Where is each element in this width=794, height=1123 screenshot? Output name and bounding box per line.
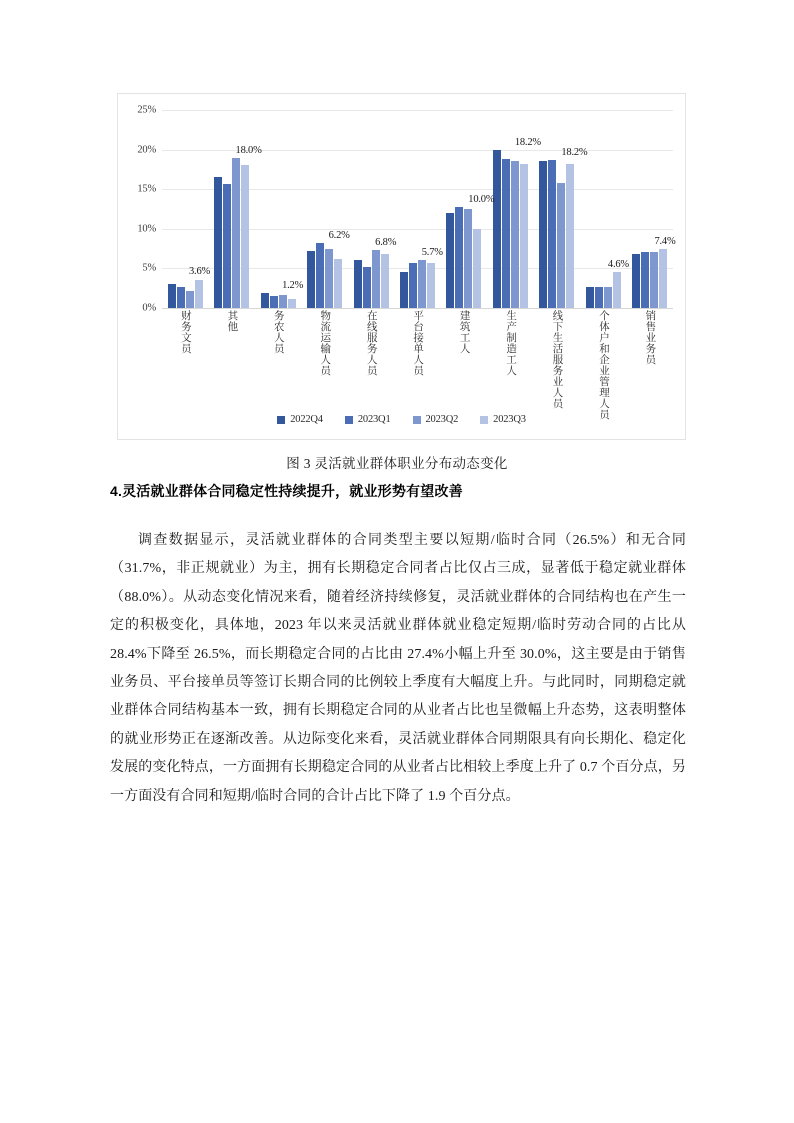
x-axis-tick-label: 务农人员 xyxy=(272,310,284,354)
gridline xyxy=(162,308,673,309)
bar-2023Q1 xyxy=(641,252,649,308)
bar-group xyxy=(162,110,211,308)
legend-swatch-icon xyxy=(413,416,421,424)
bar-2023Q2 xyxy=(511,161,519,308)
x-axis-tick xyxy=(534,310,580,420)
data-label: 1.2% xyxy=(282,279,304,291)
data-label: 3.6% xyxy=(188,266,211,278)
bar-2023Q3 xyxy=(241,165,249,308)
data-label: 18.2% xyxy=(561,146,588,158)
x-axis-tick-label: 物流运输人员 xyxy=(319,310,331,376)
x-axis-tick-label: 生产制造工人 xyxy=(505,310,517,376)
bar-2023Q2 xyxy=(372,250,380,308)
bar-2023Q2 xyxy=(418,260,426,308)
bar-2023Q2 xyxy=(464,209,472,308)
x-axis-tick xyxy=(208,310,254,420)
bar-2023Q3 xyxy=(613,272,621,308)
bar-group xyxy=(394,110,440,308)
legend-item[interactable] xyxy=(277,414,323,425)
bar-group xyxy=(208,110,254,308)
bar-2022Q4 xyxy=(168,284,176,308)
bar-2023Q3 xyxy=(427,263,435,308)
bar-group xyxy=(255,110,304,308)
bar-2022Q4 xyxy=(307,251,315,308)
bar-2022Q4 xyxy=(539,161,547,308)
x-axis-tick-label: 销售业务员 xyxy=(644,310,656,365)
bar-2023Q2 xyxy=(232,158,240,308)
bar-2023Q2 xyxy=(650,252,658,308)
x-axis-tick xyxy=(394,310,440,420)
plot-area xyxy=(162,110,676,308)
grouped-bar-chart xyxy=(118,94,685,439)
x-axis-tick xyxy=(627,310,673,420)
y-axis-tick: 15% xyxy=(137,183,156,195)
x-axis-tick xyxy=(441,310,487,420)
data-label: 5.7% xyxy=(421,247,443,259)
bar-2022Q4 xyxy=(632,254,640,308)
section-heading: 4.灵活就业群体合同稳定性持续提升，就业形势有望改善 xyxy=(110,483,463,499)
bar-2023Q1 xyxy=(502,159,510,308)
x-axis-tick xyxy=(487,310,533,420)
bar-2023Q2 xyxy=(279,295,287,308)
bar-2023Q1 xyxy=(548,160,556,308)
bar-2023Q3 xyxy=(334,259,342,308)
data-label: 7.4% xyxy=(654,236,676,248)
bar-2022Q4 xyxy=(400,272,408,308)
data-label: 4.6% xyxy=(607,258,629,270)
bar-2023Q3 xyxy=(520,164,528,308)
data-label: 6.2% xyxy=(328,230,350,242)
x-axis-tick-label: 线下生活服务业人员 xyxy=(551,310,563,409)
bar-2023Q2 xyxy=(186,291,194,308)
bar-2023Q1 xyxy=(316,243,324,308)
x-axis-tick-label: 财务文员 xyxy=(179,310,191,354)
x-axis-tick-label: 其他 xyxy=(226,310,238,332)
bar-2022Q4 xyxy=(214,177,222,308)
x-axis-tick xyxy=(348,310,394,420)
legend-label: 2023Q2 xyxy=(425,414,459,425)
legend-item[interactable] xyxy=(345,414,391,425)
bar-2023Q1 xyxy=(363,267,371,308)
bar-2022Q4 xyxy=(586,287,594,308)
bar-2023Q1 xyxy=(595,287,603,308)
legend-item[interactable] xyxy=(413,414,459,425)
bar-2023Q3 xyxy=(195,280,203,309)
x-axis-tick xyxy=(255,310,301,420)
legend-swatch-icon xyxy=(480,416,488,424)
bar-group xyxy=(348,110,397,308)
x-axis-tick xyxy=(301,310,347,420)
x-axis-tick-label: 个体户和企业管理人员 xyxy=(597,310,609,420)
x-axis-tick xyxy=(162,310,208,420)
legend-swatch-icon xyxy=(277,416,285,424)
x-axis-tick xyxy=(580,310,626,420)
bar-2023Q2 xyxy=(325,249,333,308)
y-axis-tick: 10% xyxy=(137,223,156,235)
bar-2022Q4 xyxy=(493,150,501,308)
data-label: 18.2% xyxy=(514,136,541,148)
bar-2022Q4 xyxy=(354,260,362,308)
bar-2023Q1 xyxy=(223,184,231,308)
x-axis-tick-label: 建筑工人 xyxy=(458,310,470,354)
x-axis-tick-label: 在线服务人员 xyxy=(365,310,377,376)
data-label: 6.8% xyxy=(375,237,397,249)
y-axis-labels xyxy=(118,104,160,314)
x-axis-tick-label: 平台接单人员 xyxy=(412,310,424,376)
chart-figure xyxy=(117,93,686,440)
bar-2023Q3 xyxy=(381,254,389,308)
y-axis-tick: 5% xyxy=(142,262,156,274)
bar-2023Q2 xyxy=(557,183,565,308)
bar-2023Q1 xyxy=(177,287,185,308)
bar-2022Q4 xyxy=(261,293,269,308)
legend-swatch-icon xyxy=(345,416,353,424)
bar-group xyxy=(441,110,487,308)
bar-2023Q3 xyxy=(566,164,574,308)
bar-2023Q3 xyxy=(659,249,667,308)
bar-2023Q3 xyxy=(473,229,481,308)
legend-label: 2022Q4 xyxy=(290,414,323,425)
bar-2023Q1 xyxy=(409,263,417,308)
figure-caption: 图 3 灵活就业群体职业分布动态变化 xyxy=(286,456,508,471)
y-axis-tick: 20% xyxy=(137,144,156,156)
data-label: 10.0% xyxy=(468,194,495,206)
body-paragraph: 调查数据显示，灵活就业群体的合同类型主要以短期/临时合同（26.5%）和无合同（31.7%，非正规就业）为主，拥有长期稳定合同者占比仅占三成，显著低于稳定就业群体（88.0%）。从动态变化情况来看，随着经济持续修复，灵活就业群体的合同结构也在产生一定的积极变化，具体地，2023 年以来灵活就业群体就业稳定短期/临时劳动合同的占比从 28.4%下降至 26.5%，而长期稳定合同的占比由 27.4%小幅上升至 30.0%，这主要是由于销售业务员、平台接单员等签订长期合同的比例较上季度有大幅度上升。与此同时，同期稳定就业群体合同结构基本一致，拥有长期稳定合同的从业者占比也呈微幅上升态势，这表明整体的就业形势正在逐渐改善。从边际变化来看，灵活就业群体合同期限具有向长期化、稳定化发展的变化特点，一方面拥有长期稳定合同的从业者占比相较上季度上升了 0.7 个百分点，另一方面没有合同和短期/临时合同的合计占比下降了 1.9 个百分点。 xyxy=(110,533,686,804)
y-axis-tick: 0% xyxy=(142,302,156,314)
bar-2023Q1 xyxy=(270,296,278,308)
bar-2023Q3 xyxy=(288,299,296,309)
legend-label: 2023Q1 xyxy=(357,414,391,425)
chart-legend xyxy=(118,414,685,425)
legend-item[interactable] xyxy=(480,414,526,425)
x-axis-labels xyxy=(162,310,673,420)
y-axis-tick: 25% xyxy=(137,104,156,116)
bar-groups xyxy=(162,110,676,308)
bar-2023Q1 xyxy=(455,207,463,308)
legend-label: 2023Q3 xyxy=(493,414,526,425)
bar-2023Q2 xyxy=(604,287,612,308)
bar-group xyxy=(627,110,676,308)
bar-2022Q4 xyxy=(446,213,454,308)
bar-group xyxy=(301,110,347,308)
bar-group xyxy=(580,110,626,308)
data-label: 18.0% xyxy=(235,144,262,156)
